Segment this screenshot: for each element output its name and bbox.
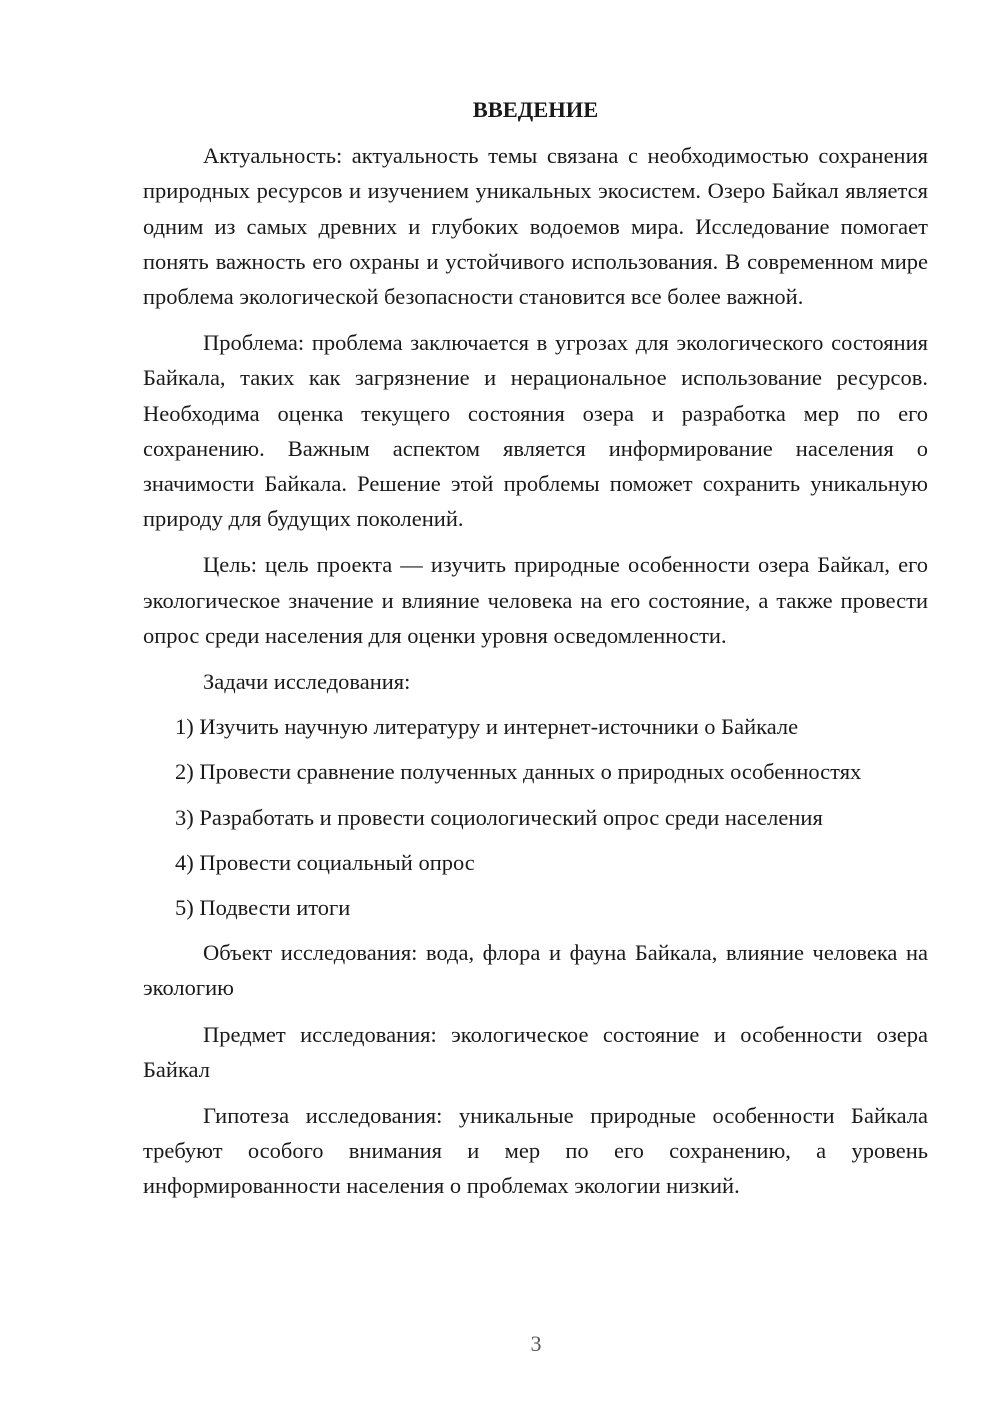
goal-paragraph: Цель: цель проекта — изучить природные особенности озера Байкал, его экологическое значение и влияние человека на его состояние, а также провести опрос среди населения для оценки уровня осведомленности. (143, 552, 928, 648)
problem-paragraph: Проблема: проблема заключается в угрозах для экологического состояния Байкала, таких как загрязнение и нерациональное использование ресурсов. Необходима оценка текущего состояния озера и разработка мер по его сохранению. Важным аспектом является информирование населения о значимости Байкала. Решение этой проблемы поможет сохранить уникальную природу для будущих поколений. (143, 330, 928, 532)
section-title: ВВЕДЕНИЕ (472, 97, 599, 122)
object-paragraph: Объект исследования: вода, флора и фауна Байкала, влияние человека на экологию (143, 940, 928, 1001)
hypothesis-paragraph: Гипотеза исследования: уникальные природные особенности Байкала требуют особого внимания и мер по его сохранению, а уровень информированности населения о проблемах экологии низкий. (143, 1103, 928, 1199)
list-item: 3) Разработать и провести социологический опрос среди населения (175, 804, 823, 830)
document-page (143, 92, 928, 1215)
list-item: 2) Провести сравнение полученных данных о природных особенностях (175, 759, 862, 785)
list-item: 4) Провести социальный опрос (175, 849, 475, 875)
page-number: 3 (530, 1331, 542, 1356)
list-item: 5) Подвести итоги (175, 895, 351, 921)
relevance-paragraph: Актуальность: актуальность темы связана с необходимостью сохранения природных ресурсов и изучением уникальных экосистем. Озеро Байкал является одним из самых древних и глубоких водоемов мира. Исследование помогает понять важность его охраны и устойчивого использования. В современном мире проблема экологической безопасности становится все более важной. (143, 143, 928, 310)
tasks-heading: Задачи исследования: (203, 669, 411, 695)
tasks-list (143, 709, 928, 925)
list-item: 1) Изучить научную литературу и интернет-источники о Байкале (175, 714, 799, 740)
subject-paragraph: Предмет исследования: экологическое состояние и особенности озера Байкал (143, 1021, 928, 1082)
